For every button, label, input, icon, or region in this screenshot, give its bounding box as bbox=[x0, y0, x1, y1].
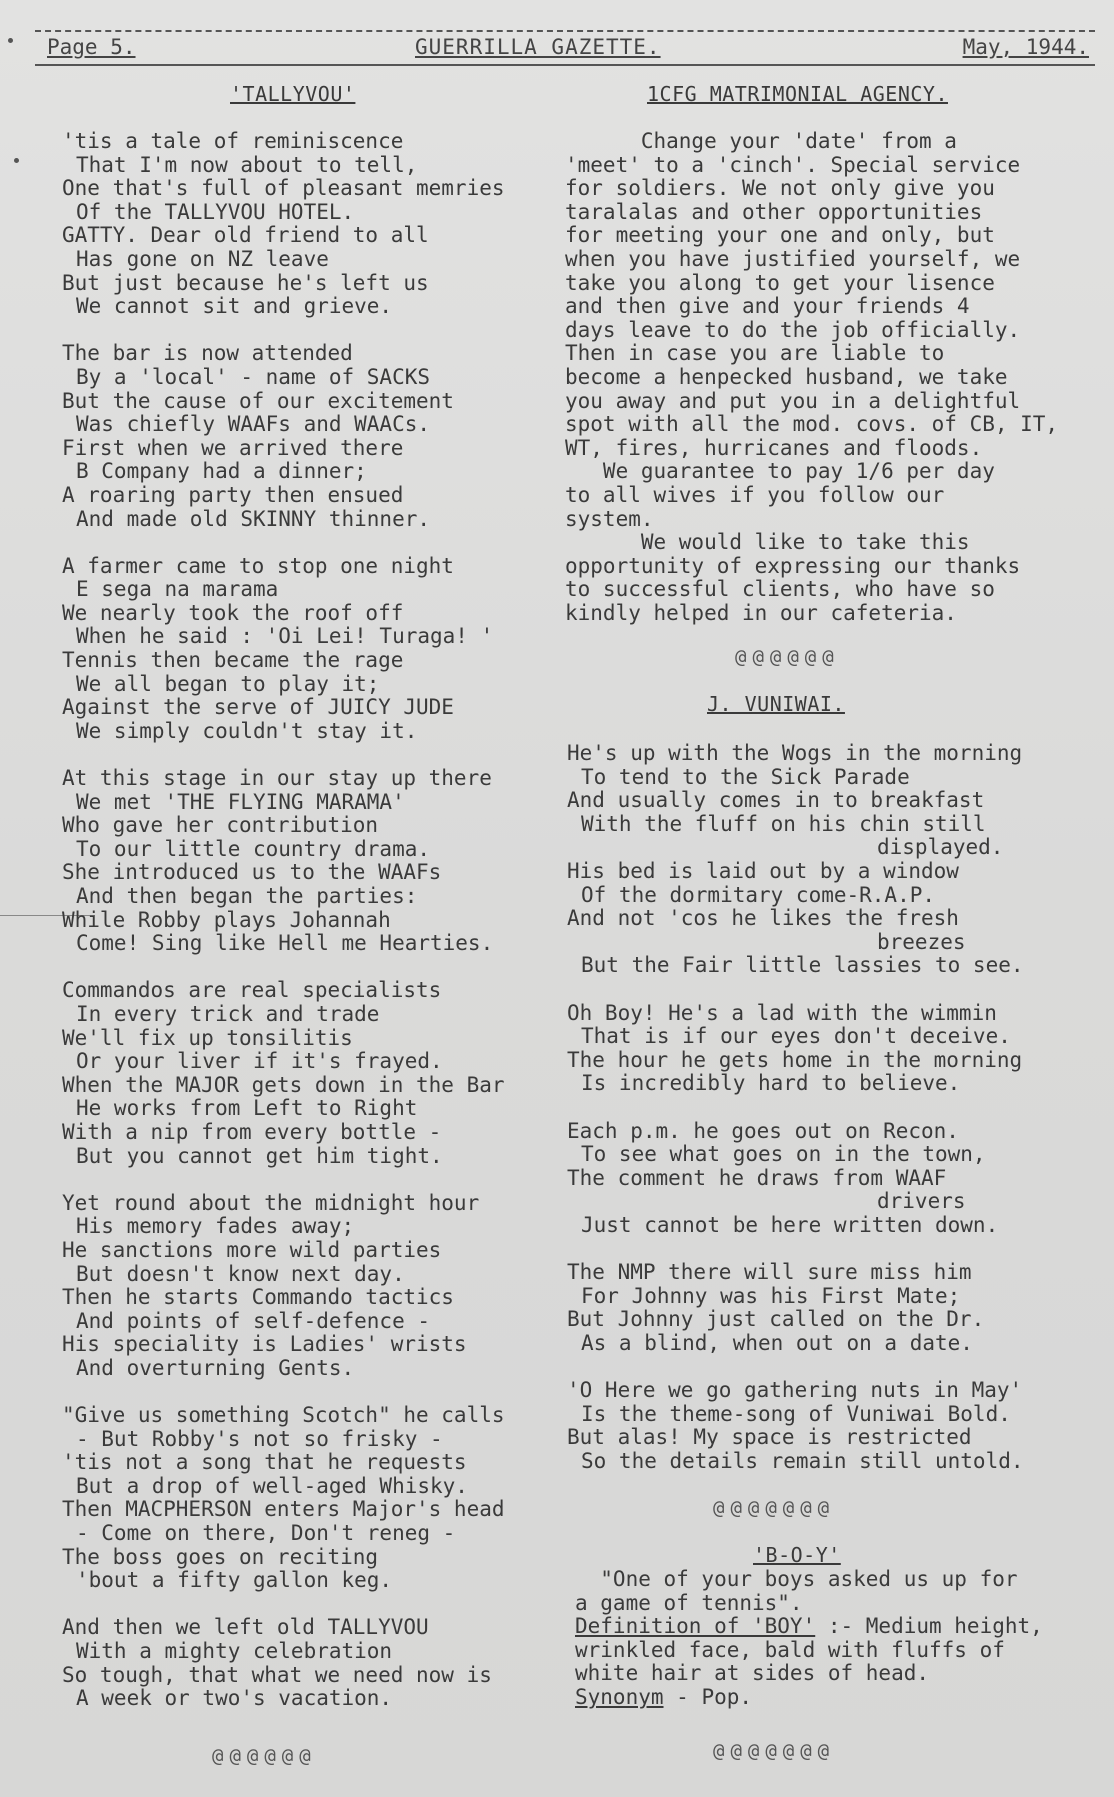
poem-line: 'bout a fifty gallon keg. bbox=[76, 1568, 393, 1593]
agency-line: for soldiers. We not only give you bbox=[565, 176, 995, 201]
agency-line: for meeting your one and only, but bbox=[565, 223, 995, 248]
poem-line: The bar is now attended bbox=[62, 341, 353, 366]
poem-line: The NMP there will sure miss him bbox=[567, 1260, 972, 1285]
poem-line: A farmer came to stop one night bbox=[62, 553, 454, 578]
poem-line: First when we arrived there bbox=[62, 435, 404, 460]
poem-line: As a blind, when out on a date. bbox=[581, 1330, 973, 1355]
agency-line: system. bbox=[565, 506, 654, 531]
poem-line: He works from Left to Right bbox=[76, 1096, 418, 1121]
ink-speck bbox=[14, 158, 19, 163]
poem-line: He's up with the Wogs in the morning bbox=[567, 741, 1023, 765]
poem-line: And overturning Gents. bbox=[76, 1355, 355, 1380]
agency-line: opportunity of expressing our thanks bbox=[565, 553, 1021, 578]
poem-line: So the details remain still untold. bbox=[581, 1448, 1024, 1473]
poem-line: But the Fair little lassies to see. bbox=[581, 953, 1024, 978]
definition-label: Definition of 'BOY' bbox=[575, 1614, 816, 1639]
poem-line: - Come on there, Don't reneg - bbox=[76, 1521, 456, 1546]
poem-line: A week or two's vacation. bbox=[76, 1686, 393, 1711]
agency-end-mark: @@@@@@ bbox=[735, 646, 840, 668]
poem-line: But you cannot get him tight. bbox=[76, 1143, 443, 1168]
poem-line: She introduced us to the WAAFs bbox=[62, 860, 442, 885]
poem-line: Yet round about the midnight hour bbox=[62, 1190, 480, 1215]
boy-quote-line: "One of your boys asked us up for bbox=[575, 1567, 1018, 1591]
agency-text bbox=[565, 130, 1095, 625]
poem-line: So tough, that what we need now is bbox=[62, 1662, 492, 1687]
agency-line: WT, fires, hurricanes and floods. bbox=[565, 435, 983, 460]
poem-line: With the fluff on his chin still bbox=[581, 811, 986, 836]
poem-line: drivers bbox=[877, 1189, 966, 1214]
stanza-gap bbox=[567, 1237, 1095, 1261]
poem-line: We met 'THE FLYING MARAMA' bbox=[76, 789, 405, 814]
agency-line: We guarantee to pay 1/6 per day bbox=[565, 459, 995, 484]
agency-line: take you along to get your lisence bbox=[565, 270, 995, 295]
stanza-gap bbox=[567, 1355, 1095, 1379]
poem-line: His bed is laid out by a window bbox=[567, 858, 959, 883]
poem-line: To tend to the Sick Parade bbox=[581, 764, 910, 789]
poem-line: His memory fades away; bbox=[76, 1214, 355, 1239]
poem-line: We'll fix up tonsilitis bbox=[62, 1025, 353, 1050]
boy-definition-line bbox=[575, 1615, 1095, 1639]
stanza-gap bbox=[62, 531, 562, 555]
boy-definition-line: wrinkled face, bald with fluffs of bbox=[575, 1637, 1005, 1662]
stanza-gap bbox=[62, 743, 562, 767]
poem-line: Just cannot be here written down. bbox=[581, 1212, 999, 1237]
poem-line: At this stage in our stay up there bbox=[62, 766, 492, 791]
agency-line: days leave to do the job officially. bbox=[565, 317, 1021, 342]
poem-line: And points of self-defence - bbox=[76, 1308, 431, 1333]
synonym-label: Synonym bbox=[575, 1684, 664, 1709]
poem-line: A roaring party then ensued bbox=[62, 482, 404, 507]
poem-line: Each p.m. he goes out on Recon. bbox=[567, 1118, 959, 1143]
poem-line: The hour he gets home in the morning bbox=[567, 1047, 1023, 1072]
poem-line: For Johnny was his First Mate; bbox=[581, 1283, 961, 1308]
poem-line: B Company had a dinner; bbox=[76, 459, 367, 484]
poem-line: Then MACPHERSON enters Major's head bbox=[62, 1497, 505, 1522]
agency-line: taralalas and other opportunities bbox=[565, 199, 983, 224]
stanza-gap bbox=[62, 956, 562, 980]
tallyvou-poem bbox=[62, 130, 562, 1711]
poem-line: Of the dormitary come-R.A.P. bbox=[581, 882, 936, 907]
poem-line: E sega na marama bbox=[76, 577, 279, 602]
issue-date: May, 1944. bbox=[962, 35, 1089, 59]
poem-line: Or your liver if it's frayed. bbox=[76, 1049, 443, 1074]
poem-line: While Robby plays Johannah bbox=[62, 907, 391, 932]
poem-line: Against the serve of JUICY JUDE bbox=[62, 695, 454, 720]
poem-line: 'O Here we go gathering nuts in May' bbox=[567, 1378, 1023, 1403]
paper-name: GUERRILLA GAZETTE. bbox=[415, 35, 661, 59]
boy-definition-line: white hair at sides of head. bbox=[575, 1661, 930, 1686]
poem-line: Has gone on NZ leave bbox=[76, 246, 329, 271]
ink-speck bbox=[8, 38, 13, 43]
poem-line: With a nip from every bottle - bbox=[62, 1119, 442, 1144]
boy-synonym-line bbox=[575, 1686, 1095, 1710]
poem-line: To our little country drama. bbox=[76, 836, 431, 861]
agency-line: kindly helped in our cafeteria. bbox=[565, 600, 957, 625]
poem-line: But just because he's left us bbox=[62, 270, 429, 295]
agency-line: become a henpecked husband, we take bbox=[565, 364, 1008, 389]
poem-line: Who gave her contribution bbox=[62, 813, 379, 838]
poem-line: 'tis not a song that he requests bbox=[62, 1450, 467, 1475]
page-number: Page 5. bbox=[47, 35, 136, 59]
agency-line: and then give and your friends 4 bbox=[565, 294, 970, 319]
poem-line: With a mighty celebration bbox=[76, 1639, 393, 1663]
poem-line: Is incredibly hard to believe. bbox=[581, 1071, 961, 1096]
boy-text bbox=[575, 1568, 1095, 1710]
poem-line: But Johnny just called on the Dr. bbox=[567, 1307, 985, 1332]
boy-end-mark: @@@@@@@ bbox=[713, 1740, 836, 1762]
agency-line: when you have justified yourself, we bbox=[565, 246, 1021, 271]
agency-line: Change your 'date' from a bbox=[565, 129, 957, 153]
poem-line: "Give us something Scotch" he calls bbox=[62, 1403, 505, 1428]
agency-line: We would like to take this bbox=[565, 530, 970, 555]
vuniwai-end-mark: @@@@@@@ bbox=[713, 1497, 836, 1519]
poem-line: Come! Sing like Hell me Hearties. bbox=[76, 931, 494, 956]
poem-line: Tennis then became the rage bbox=[62, 648, 404, 673]
poem-line: He sanctions more wild parties bbox=[62, 1237, 442, 1262]
stanza-gap bbox=[62, 1380, 562, 1404]
stanza-gap bbox=[62, 319, 562, 343]
synonym-text: - Pop. bbox=[663, 1684, 753, 1709]
page-header bbox=[35, 30, 1095, 66]
tallyvou-title: 'TALLYVOU' bbox=[230, 82, 356, 106]
agency-line: you away and put you in a delightful bbox=[565, 388, 1021, 413]
poem-line: And then began the parties: bbox=[76, 884, 418, 908]
poem-line: And not 'cos he likes the fresh bbox=[567, 906, 959, 931]
stanza-gap bbox=[62, 1593, 562, 1617]
stanza-gap bbox=[62, 1168, 562, 1192]
poem-line: But alas! My space is restricted bbox=[567, 1425, 972, 1450]
poem-line: To see what goes on in the town, bbox=[581, 1142, 986, 1167]
poem-line: Was chiefly WAAFs and WAACs. bbox=[76, 412, 431, 437]
poem-line: We simply couldn't stay it. bbox=[76, 718, 418, 743]
poem-line: We cannot sit and grieve. bbox=[76, 294, 393, 319]
poem-line: His speciality is Ladies' wrists bbox=[62, 1332, 467, 1357]
poem-line: But the cause of our excitement bbox=[62, 388, 454, 413]
poem-line: - But Robby's not so frisky - bbox=[76, 1426, 443, 1451]
poem-line: Then he starts Commando tactics bbox=[62, 1285, 454, 1310]
poem-line: Oh Boy! He's a lad with the wimmin bbox=[567, 1000, 997, 1025]
poem-line: And then we left old TALLYVOU bbox=[62, 1615, 429, 1640]
poem-line: 'tis a tale of reminiscence bbox=[62, 129, 404, 153]
poem-line: And made old SKINNY thinner. bbox=[76, 506, 431, 531]
agency-title: 1CFG MATRIMONIAL AGENCY. bbox=[647, 82, 948, 106]
poem-line: That is if our eyes don't deceive. bbox=[581, 1024, 1011, 1049]
poem-line: One that's full of pleasant memries bbox=[62, 176, 505, 201]
poem-line: We all began to play it; bbox=[76, 671, 380, 696]
agency-line: Then in case you are liable to bbox=[565, 341, 945, 366]
agency-line: 'meet' to a 'cinch'. Special service bbox=[565, 152, 1021, 177]
poem-line: Commandos are real specialists bbox=[62, 978, 442, 1003]
vuniwai-poem bbox=[567, 742, 1095, 1473]
tallyvou-end-mark: @@@@@@ bbox=[212, 1745, 317, 1767]
agency-line: to successful clients, who have so bbox=[565, 577, 995, 602]
poem-line: And usually comes in to breakfast bbox=[567, 788, 985, 813]
poem-line: Of the TALLYVOU HOTEL. bbox=[76, 199, 355, 224]
stanza-gap bbox=[567, 1096, 1095, 1120]
poem-line: The comment he draws from WAAF bbox=[567, 1165, 947, 1190]
poem-line: But a drop of well-aged Whisky. bbox=[76, 1473, 468, 1498]
boy-title: 'B-O-Y' bbox=[753, 1543, 841, 1567]
poem-line: The boss goes on reciting bbox=[62, 1544, 379, 1569]
agency-line: to all wives if you follow our bbox=[565, 482, 945, 507]
poem-line: breezes bbox=[877, 929, 966, 954]
poem-line: GATTY. Dear old friend to all bbox=[62, 223, 429, 248]
poem-line: In every trick and trade bbox=[76, 1001, 380, 1026]
poem-line: But doesn't know next day. bbox=[76, 1261, 405, 1286]
boy-quote-line: a game of tennis". bbox=[575, 1590, 803, 1615]
poem-line: When he said : 'Oi Lei! Turaga! ' bbox=[76, 624, 494, 649]
poem-line: That I'm now about to tell, bbox=[76, 152, 418, 177]
poem-line: We nearly took the roof off bbox=[62, 600, 404, 625]
stanza-gap bbox=[567, 978, 1095, 1002]
vuniwai-title: J. VUNIWAI. bbox=[707, 692, 845, 716]
poem-line: When the MAJOR gets down in the Bar bbox=[62, 1072, 505, 1097]
poem-line: displayed. bbox=[877, 835, 1004, 860]
poem-line: By a 'local' - name of SACKS bbox=[76, 364, 431, 389]
definition-text: :- Medium height, bbox=[815, 1614, 1043, 1639]
agency-line: spot with all the mod. covs. of CB, IT, bbox=[565, 412, 1059, 437]
poem-line: Is the theme-song of Vuniwai Bold. bbox=[581, 1401, 1011, 1426]
